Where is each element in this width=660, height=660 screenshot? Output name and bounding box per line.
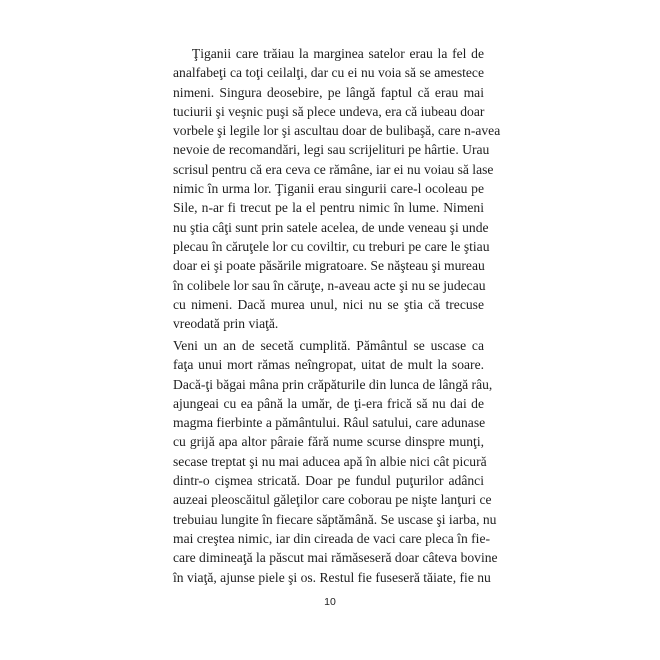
text-line: în colibele lor sau în căruţe, n-aveau acte şi nu se judecau <box>173 277 486 293</box>
text-line: Veni un an de secetă cumplită. Pământul se uscase ca <box>173 338 484 353</box>
text-line: magma fierbinte a pământului. Râul satului, care adunase <box>173 415 486 431</box>
text-line: auzeai pleoscăitul găleţilor care coborau pe nişte lanţuri ce <box>173 492 492 508</box>
text-line: secase treptat şi nu mai aducea apă în albie nici cât picură <box>173 453 487 469</box>
text-line: vreodată prin viaţă. <box>173 316 279 332</box>
page-number: 10 <box>324 596 336 608</box>
text-line: nu ştia câţi sunt prin satele acelea, de unde veneau şi unde <box>173 219 489 235</box>
text-line: ajungeai cu ea până la umăr, de ţi-era frică să nu dai de <box>173 395 484 411</box>
text-line: nevoie de recomandări, legi sau scrijelituri pe hârtie. Urau <box>173 142 490 158</box>
text-line: cu grijă apa altor pâraie fără nume scurse dinspre munţi, <box>173 434 484 450</box>
text-line: scrisul pentru că era ceva ce rămâne, iar ei nu voiau să lase <box>173 161 494 177</box>
text-line: Sile, n-ar fi trecut pe la el pentru nimic în lume. Nimeni <box>173 200 484 216</box>
text-line: plecau în căruţele lor cu coviltir, cu treburi pe care le ştiau <box>173 238 490 254</box>
text-line: nimic în urma lor. Ţiganii erau singurii care-l ocoleau pe <box>173 181 484 197</box>
text-line: doar ei şi poate păsările migratoare. Se năşteau şi mureau <box>173 258 485 274</box>
text-line: dintr-o cişmea stricată. Doar pe fundul puţurilor adânci <box>173 473 484 489</box>
text-line: vorbele şi legile lor şi ascultau doar de bulibaşă, care n-avea <box>173 123 501 139</box>
text-line: care dimineaţă la păscut mai rămăseseră doar câteva bovine <box>173 550 498 566</box>
text-line: mai creştea nimic, iar din cireada de vaci care pleca în fie- <box>173 530 491 546</box>
text-line: nimeni. Singura deosebire, pe lângă faptul că erau mai <box>173 84 484 100</box>
text-line: în viaţă, ajunse piele şi os. Restul fie fuseseră tăiate, fie nu <box>173 569 491 585</box>
text-line: faţa unui mort rămas neîngropat, uitat de mult la soare. <box>173 357 484 373</box>
text-line: analfabeţi ca toţi ceilalţi, dar cu ei nu voia să se amestece <box>173 65 484 81</box>
text-line: Ţiganii care trăiau la marginea satelor erau la fel de <box>173 46 484 61</box>
text-line: cu nimeni. Dacă murea unul, nici nu se ştia că trecuse <box>173 296 484 312</box>
text-line: trebuiau lungite în fiecare săptămână. Se uscase şi iarba, nu <box>173 511 497 527</box>
paragraph-1 <box>173 44 501 333</box>
text-line: tuciurii şi veşnic puşi să plece undeva, era că iubeau doar <box>173 103 485 119</box>
paragraph-2 <box>173 336 498 587</box>
text-line: Dacă-ţi băgai mâna prin crăpăturile din lunca de lângă râu, <box>173 376 493 392</box>
